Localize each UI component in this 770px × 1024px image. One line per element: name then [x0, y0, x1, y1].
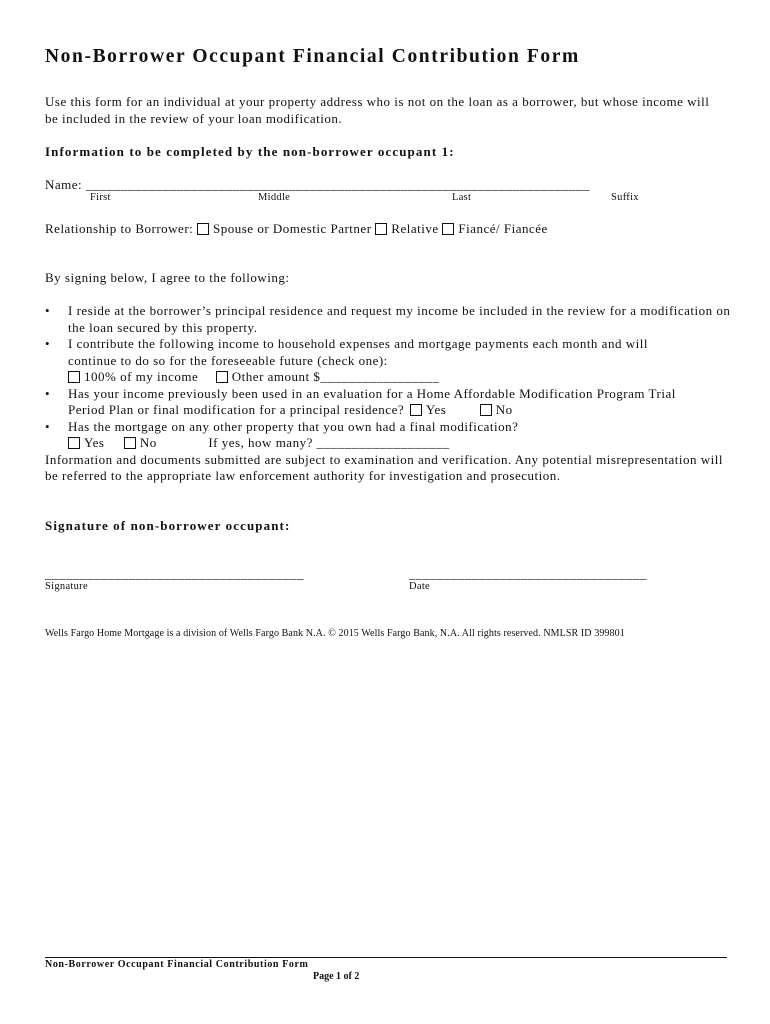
name-part-middle: Middle	[258, 192, 291, 203]
date-label: Date	[409, 581, 431, 592]
name-part-first: First	[90, 192, 111, 203]
full-income-label: 100% of my income	[84, 369, 199, 384]
intro-paragraph: Use this form for an individual at your property address who is not on the loan as a borrower, but whose income will be included in the review of your loan modification.	[45, 94, 710, 126]
other-mod-no-label: No	[139, 435, 157, 450]
disclaimer-paragraph: Information and documents submitted are subject to examination and verification. Any potential misrepresentation will be referred to the appropriate law enforcement authority for investigation and prosecution.	[45, 451, 724, 483]
relationship-row	[45, 221, 548, 238]
relationship-label: Relationship to Borrower:	[45, 221, 194, 236]
bullet-income-line2: continue to do so for the foreseeable future (check one):	[68, 352, 388, 368]
hamp-no-checkbox[interactable]	[480, 404, 492, 416]
fiance-option-label: Fiancé/ Fiancée	[458, 221, 548, 236]
full-income-checkbox[interactable]	[68, 371, 80, 383]
other-amount-checkbox[interactable]	[216, 371, 228, 383]
hamp-yes-label: Yes	[425, 402, 447, 417]
agreement-bullet-list	[45, 303, 735, 485]
footer-form-title: Non-Borrower Occupant Financial Contribution Form	[45, 959, 309, 970]
bullet-hamp-line1: Has your income previously been used in an evaluation for a Home Affordable Modification Program Trial	[68, 385, 676, 401]
bullet-icon: •	[45, 336, 51, 351]
bullet-icon: •	[45, 418, 51, 434]
section-heading-occupant: Information to be completed by the non-borrower occupant 1:	[45, 144, 455, 159]
hamp-no-label: No	[495, 402, 513, 417]
signature-heading: Signature of non-borrower occupant:	[45, 518, 291, 533]
list-item	[45, 419, 735, 452]
hamp-yes-checkbox[interactable]	[410, 404, 422, 416]
other-mod-yes-label: Yes	[84, 435, 105, 450]
list-item	[45, 336, 735, 386]
copyright-notice: Wells Fargo Home Mortgage is a division of Wells Fargo Bank N.A. © 2015 Wells Fargo Bank, N.A. All rights reserved. NMLSR ID 399801	[45, 628, 625, 639]
date-line[interactable]: __________________________________	[409, 566, 647, 581]
other-mod-no-checkbox[interactable]	[124, 437, 136, 449]
other-amount-field[interactable]: Other amount $_________________	[231, 369, 440, 384]
signature-line[interactable]: _____________________________________	[45, 566, 304, 581]
list-item	[45, 386, 735, 419]
relative-checkbox[interactable]	[375, 223, 387, 235]
bullet-icon: •	[45, 303, 51, 318]
bullet-hamp-line2	[68, 402, 735, 419]
name-part-last: Last	[452, 192, 472, 203]
bullet-other-property-text: Has the mortgage on any other property that you own had a final modification?	[68, 418, 519, 434]
income-options-row	[68, 369, 735, 386]
bullet-income-line1: I contribute the following income to household expenses and mortgage payments each month and will	[68, 336, 648, 351]
list-item	[45, 303, 735, 336]
name-label: Name:	[45, 177, 83, 192]
footer-page-number: Page 1 of 2	[313, 971, 360, 982]
spouse-checkbox[interactable]	[197, 223, 209, 235]
form-title: Non-Borrower Occupant Financial Contribution Form	[45, 46, 580, 67]
name-underline[interactable]: ________________________________________________________________________	[85, 177, 590, 192]
how-many-field[interactable]: If yes, how many? ___________________	[208, 435, 450, 450]
bullet-hamp-line2-text: Period Plan or final modification for a principal residence?	[68, 402, 405, 417]
name-field-row[interactable]	[45, 177, 590, 194]
spouse-option-label: Spouse or Domestic Partner	[213, 221, 372, 236]
bullet-residence-text: I reside at the borrower’s principal residence and request my income be included in the review for a modification on the loan secured by this property.	[68, 303, 731, 335]
signature-label: Signature	[45, 581, 88, 592]
name-part-suffix: Suffix	[611, 192, 639, 203]
fiance-checkbox[interactable]	[442, 223, 454, 235]
other-property-options-row	[68, 435, 735, 452]
bullet-icon: •	[45, 385, 51, 401]
relative-option-label: Relative	[391, 221, 439, 236]
footer-divider	[45, 957, 727, 958]
other-mod-yes-checkbox[interactable]	[68, 437, 80, 449]
agreement-intro: By signing below, I agree to the following:	[45, 270, 290, 285]
